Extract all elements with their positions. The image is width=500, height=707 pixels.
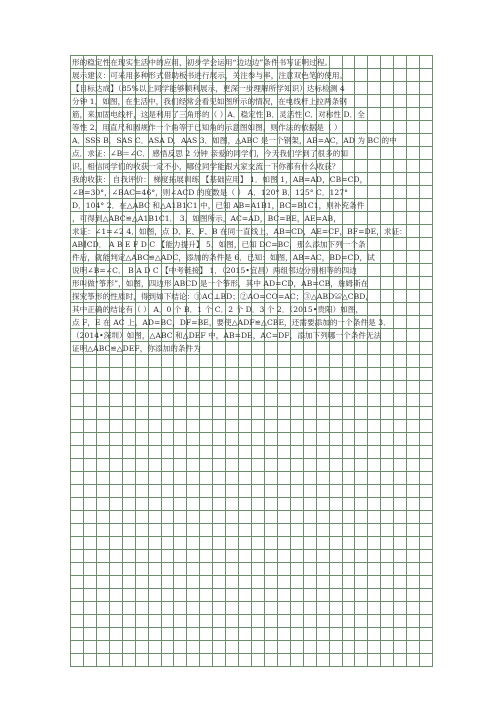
text-line: 点．求证：∠B＝∠C． 感悟反思 2 分钟 亲爱的同学们，今天我们学到了很多的知	[72, 149, 349, 158]
text-line: 证明△ABC≌△DEF，你添加的条件为	[72, 344, 201, 353]
text-line: 说明∠B=∠C． B A D C 【中考链接】 1．（2015•宜昌）两组邻边分别相等的四边	[72, 266, 357, 275]
grid-column-rule	[70, 55, 71, 667]
text-line: 求证：∠1=∠2 4．如图，点 D、E、F、B 在同一直线上，AB=CD，AE=CF，BF=DE，求证：	[72, 227, 407, 236]
text-line: D．104° 2．在△ABC 和△A1B1C1 中，已知 AB=A1B1，BC=B1C1，则补充条件	[72, 201, 365, 210]
text-line: 探究筝形的性质时，得到如下结论：①AC⊥BD；②AO=CO=AC；③△ABD≌△CBD，	[72, 292, 374, 301]
text-line: ∠B=30°，∠BAC=46°，则∠ACD 的度数是（ ） A．120° B．125° C．127°	[72, 188, 349, 197]
text-line: 形叫做“筝形”，如图，四边形 ABCD 是一个筝形，其中 AD=CD，AB=CB，詹姆斯在	[72, 279, 369, 288]
text-line: 识，相信同学们的收获一定不小，哪位同学能跟大家交流一下你都有什么收获？	[72, 162, 340, 171]
text-line: ，可得到△ABC≌△A1B1C1． 3．如图所示，AC=AD，BC=BE，AE=AB，	[72, 214, 341, 223]
text-line: 分钟 1．如图，在生活中，我们经常会看见如图所示的情况，在电线杆上拉两条钢	[72, 97, 347, 106]
grid-column-rule	[432, 55, 433, 667]
text-line: 其中正确的结论有（ ） A．0 个 B．1 个 C．2 个 D．3 个 2．（2015•贵阳）如图，	[72, 305, 364, 314]
text-line: 形的稳定性在现实生活中的应用，初步学会运用“边边边”条件书写证明过程。	[72, 58, 333, 67]
text-line: （2014•深圳）如图，△ABC 和△DEF 中，AB=DE，AC=DF，添加下列哪一个条件无法	[72, 331, 382, 340]
document-body	[72, 56, 432, 355]
text-line: A．SSS B．SAS C．ASA D．AAS 3．如图，△ABC 是一个钢架，AB=AC，AD 为 BC 的中	[72, 136, 397, 145]
text-line: 我的收获： 自我评价： 梯度拓展训练 【基础应用】 1．如图 1，AB=AD，CB=CD，	[72, 175, 368, 184]
text-line: 等性 2．用直尺和圆规作一个角等于已知角的示意图如图，则作法的依据是（ ）	[72, 123, 342, 132]
text-line: AB∥CD． A B E F D C 【能力提升】 5．如图，已知 DC=BC，那么添加下列一个条	[72, 240, 366, 249]
text-line: 【目标达成】（85%以上同学能够顺利展示，更深一步理解所学知识）达标检测 4	[72, 84, 345, 93]
text-line: 筋，来加固电线杆，这是利用了三角形的（ ）A．稳定性 B．灵活性 C．对称性 D．全	[72, 110, 365, 119]
text-line: 展示建议：可采用多种形式借助板书进行展示，关注参与率，注意双色笔的使用。	[72, 71, 348, 80]
text-line: 点 F，E 在 AC 上，AD=BC，DF=BE，要使△ADF≌△CBE，还需要添加的一个条件是 3．	[72, 318, 391, 327]
text-line: 件后，就能判定△ABC≌△ADC，添加的条件是 6．已知：如图，AB=AC，BD=CD，试	[72, 253, 375, 262]
